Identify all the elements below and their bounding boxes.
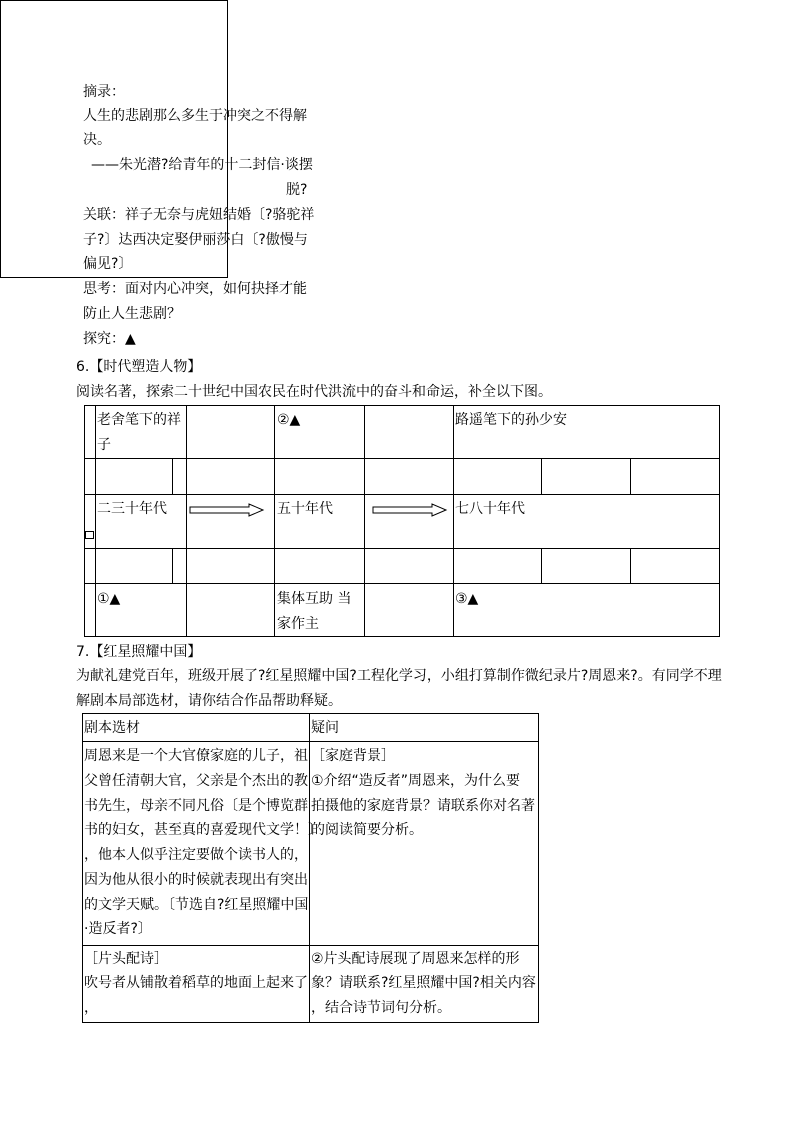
quote-line-1: 人生的悲剧那么多生于冲突之不得解 — [83, 108, 307, 124]
q7-r1-left-line: 书先生，母亲不同凡俗〔是个博览群 — [84, 798, 308, 814]
q6-cell-sunshaoan: 路遥笔下的孙少安 — [455, 412, 567, 428]
q6-era-3: 七八十年代 — [455, 501, 525, 517]
link-line-3: 偏见?〕 — [83, 256, 133, 272]
q7-r2-left-line: 吹号者从铺散着稻草的地面上起来了 — [84, 975, 308, 991]
q6-instruction: 阅读名著，探索二十世纪中国农民在时代洪流中的奋斗和命运，补全以下图。 — [76, 384, 552, 400]
q6-cell-blank-3[interactable]: ③▲ — [455, 591, 479, 607]
q7-r1-right-line: 拍摄他的家庭背景？请联系你对名著 — [311, 798, 535, 814]
q7-col2-header: 疑问 — [311, 720, 339, 736]
link-line-2: 子?〕达西决定娶伊丽莎白〔?傲慢与 — [83, 232, 308, 248]
q7-r1-right-line: ①介绍“造反者”周恩来，为什么要 — [311, 773, 521, 789]
q7-r1-left-line: ·造反者?〕 — [84, 921, 152, 937]
think-line-1: 思考：面对内心冲突，如何抉择才能 — [83, 281, 307, 297]
q6-era-2: 五十年代 — [277, 501, 333, 517]
q7-r1-left-line: 周恩来是一个大官僚家庭的儿子，祖 — [84, 748, 308, 764]
q7-heading: 7.【红星照耀中国】 — [76, 644, 202, 660]
q7-r2-right-line: ②片头配诗展现了周恩来怎样的形 — [311, 951, 520, 967]
q7-intro-line1: 为献礼建党百年，班级开展了?红星照耀中国?工程化学习，小组打算制作微纪录片?周恩来?。有同学不理 — [76, 668, 722, 684]
q6-cell-collective-line1: 集体互助 当 — [277, 591, 352, 607]
explore-line: 探究：▲ — [83, 331, 136, 347]
q6-cell-xiangzi-line2: 子 — [97, 437, 111, 453]
q7-col1-header: 剧本选材 — [84, 720, 140, 736]
q7-r2-left-line: ［片头配诗］ — [84, 951, 168, 967]
q6-cell-xiangzi-line1: 老舍笔下的祥 — [97, 412, 181, 428]
q7-r1-left-line: 因为他从很小的时候就表现出有突出 — [84, 872, 308, 888]
q7-r1-left-line: 书的妇女，甚至真的喜爱现代文学！〕 — [84, 822, 322, 838]
right-arrow-icon — [372, 503, 448, 517]
q6-cell-blank-2[interactable]: ②▲ — [277, 412, 301, 428]
q6-heading: 6.【时代塑造人物】 — [76, 359, 202, 375]
q7-r1-left-line: 父曾任清朝大官，父亲是个杰出的教 — [84, 773, 308, 789]
quote-line-2: 决。 — [83, 132, 111, 148]
think-line-2: 防止人生悲剧？ — [83, 306, 181, 322]
q7-r1-left-line: ，他本人似乎注定要做个读书人的， — [84, 847, 308, 863]
q7-r2-right-line: 象？请联系?红星照耀中国?相关内容 — [311, 975, 536, 991]
q6-era-1: 二三十年代 — [97, 501, 167, 517]
right-arrow-icon — [189, 503, 265, 517]
excerpt-label: 摘录： — [83, 84, 125, 100]
q6-cell-blank-1[interactable]: ①▲ — [97, 591, 121, 607]
q7-r2-left-line: ， — [84, 1000, 98, 1016]
q7-r2-right-line: ，结合诗节词句分析。 — [311, 1000, 451, 1016]
quote-source-line-2: 脱? — [286, 182, 308, 198]
q6-cell-collective-line2: 家作主 — [277, 616, 319, 632]
q7-r1-right-line: ［家庭背景］ — [311, 748, 395, 764]
quote-source-line-1: ——朱光潜?给青年的十二封信·谈摆 — [91, 157, 313, 173]
link-line-1: 关联：祥子无奈与虎妞结婚〔?骆驼祥 — [83, 207, 315, 223]
q7-intro-line2: 解剧本局部选材，请你结合作品帮助释疑。 — [76, 693, 342, 709]
q7-r1-left-line: 的文学天赋。〔节选自?红星照耀中国 — [84, 897, 309, 913]
q7-r1-right-line: 的阅读简要分析。 — [311, 822, 423, 838]
